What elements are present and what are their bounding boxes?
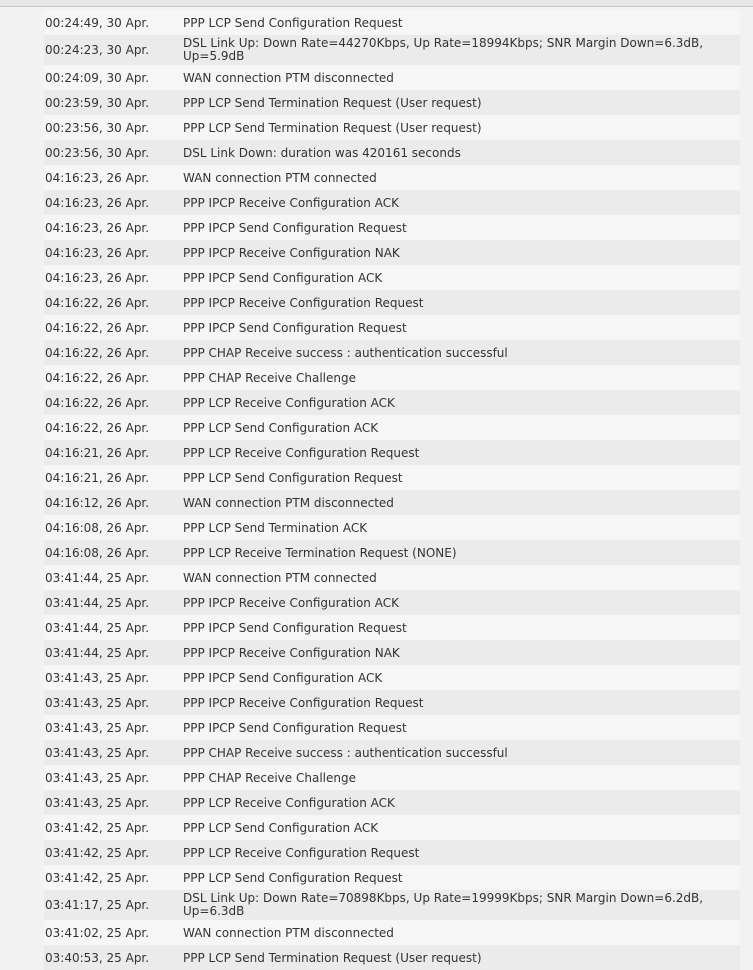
log-row — [44, 665, 740, 690]
log-row — [44, 765, 740, 790]
log-time: 03:41:02, 25 Apr. — [45, 925, 150, 940]
log-time: 00:24:09, 30 Apr. — [45, 70, 150, 85]
log-message: PPP CHAP Receive success : authentication successful — [183, 345, 508, 360]
log-message: PPP LCP Receive Configuration Request — [183, 845, 420, 860]
log-time: 03:41:17, 25 Apr. — [45, 898, 150, 912]
log-time: 03:41:44, 25 Apr. — [45, 570, 150, 585]
log-row — [44, 265, 740, 290]
log-message: PPP LCP Send Termination Request (User request) — [183, 950, 482, 965]
log-message: PPP LCP Send Termination Request (User request) — [183, 120, 482, 135]
log-row — [44, 10, 740, 35]
log-time: 04:16:22, 26 Apr. — [45, 345, 150, 360]
log-message: PPP IPCP Receive Configuration NAK — [183, 245, 400, 260]
log-row — [44, 740, 740, 765]
top-edge-bar — [0, 0, 753, 7]
log-time: 00:24:49, 30 Apr. — [45, 15, 150, 30]
log-message: PPP LCP Receive Configuration Request — [183, 445, 420, 460]
log-row — [44, 540, 740, 565]
log-row — [44, 890, 740, 920]
log-message: PPP IPCP Receive Configuration ACK — [183, 595, 399, 610]
log-row — [44, 945, 740, 970]
log-time: 04:16:22, 26 Apr. — [45, 320, 150, 335]
log-time: 00:23:56, 30 Apr. — [45, 145, 150, 160]
log-row — [44, 690, 740, 715]
log-row — [44, 240, 740, 265]
log-time: 04:16:08, 26 Apr. — [45, 545, 150, 560]
log-row — [44, 920, 740, 945]
log-message: PPP LCP Receive Configuration ACK — [183, 795, 395, 810]
log-time: 03:41:43, 25 Apr. — [45, 745, 150, 760]
log-time: 04:16:23, 26 Apr. — [45, 195, 150, 210]
log-time: 04:16:22, 26 Apr. — [45, 295, 150, 310]
log-row — [44, 140, 740, 165]
log-row — [44, 415, 740, 440]
log-message: PPP LCP Send Configuration ACK — [183, 420, 379, 435]
log-time: 03:41:44, 25 Apr. — [45, 645, 150, 660]
log-row — [44, 115, 740, 140]
log-time: 04:16:23, 26 Apr. — [45, 270, 150, 285]
log-row — [44, 465, 740, 490]
log-message: PPP IPCP Send Configuration Request — [183, 220, 407, 235]
log-time: 03:41:42, 25 Apr. — [45, 870, 150, 885]
log-row — [44, 65, 740, 90]
log-message: PPP IPCP Receive Configuration Request — [183, 695, 424, 710]
log-message: PPP IPCP Send Configuration Request — [183, 720, 407, 735]
log-row — [44, 565, 740, 590]
log-row — [44, 165, 740, 190]
log-row — [44, 590, 740, 615]
log-message: PPP IPCP Send Configuration ACK — [183, 670, 383, 685]
event-log-table — [44, 10, 740, 970]
log-row — [44, 215, 740, 240]
log-time: 03:41:43, 25 Apr. — [45, 695, 150, 710]
log-time: 04:16:08, 26 Apr. — [45, 520, 150, 535]
log-time: 04:16:22, 26 Apr. — [45, 420, 150, 435]
log-row — [44, 315, 740, 340]
log-time: 03:41:43, 25 Apr. — [45, 720, 150, 735]
log-message: PPP IPCP Send Configuration ACK — [183, 270, 383, 285]
log-row — [44, 790, 740, 815]
log-row — [44, 340, 740, 365]
log-message: PPP LCP Send Termination Request (User request) — [183, 95, 482, 110]
log-row — [44, 840, 740, 865]
log-row — [44, 615, 740, 640]
log-message: PPP CHAP Receive success : authentication successful — [183, 745, 508, 760]
log-message: WAN connection PTM disconnected — [183, 495, 394, 510]
log-message: PPP IPCP Send Configuration Request — [183, 620, 407, 635]
log-message: DSL Link Up: Down Rate=44270Kbps, Up Rate=18994Kbps; SNR Margin Down=6.3dB, Up=5.9dB — [183, 36, 704, 63]
log-row — [44, 865, 740, 890]
log-time: 04:16:22, 26 Apr. — [45, 395, 150, 410]
log-message: PPP LCP Send Configuration Request — [183, 870, 403, 885]
log-message: DSL Link Up: Down Rate=70898Kbps, Up Rate=19999Kbps; SNR Margin Down=6.2dB, Up=6.3dB — [183, 891, 704, 918]
log-message: WAN connection PTM connected — [183, 170, 377, 185]
log-time: 04:16:22, 26 Apr. — [45, 370, 150, 385]
log-message: PPP LCP Send Configuration Request — [183, 470, 403, 485]
log-time: 00:23:56, 30 Apr. — [45, 120, 150, 135]
log-row — [44, 365, 740, 390]
log-message: WAN connection PTM disconnected — [183, 925, 394, 940]
log-time: 04:16:21, 26 Apr. — [45, 445, 150, 460]
log-message: DSL Link Down: duration was 420161 seconds — [183, 145, 461, 160]
log-message: PPP LCP Send Termination ACK — [183, 520, 368, 535]
log-row — [44, 490, 740, 515]
log-row — [44, 390, 740, 415]
log-row — [44, 440, 740, 465]
log-row — [44, 190, 740, 215]
log-message: PPP LCP Receive Termination Request (NONE) — [183, 545, 457, 560]
log-row — [44, 640, 740, 665]
log-message: PPP CHAP Receive Challenge — [183, 370, 356, 385]
log-row — [44, 290, 740, 315]
log-message: WAN connection PTM disconnected — [183, 70, 394, 85]
log-time: 04:16:23, 26 Apr. — [45, 170, 150, 185]
log-row — [44, 715, 740, 740]
log-message: PPP LCP Receive Configuration ACK — [183, 395, 395, 410]
log-time: 03:41:42, 25 Apr. — [45, 820, 150, 835]
log-time: 04:16:12, 26 Apr. — [45, 495, 150, 510]
log-message: PPP IPCP Receive Configuration ACK — [183, 195, 399, 210]
log-time: 03:41:44, 25 Apr. — [45, 620, 150, 635]
log-message: WAN connection PTM connected — [183, 570, 377, 585]
log-message: PPP LCP Send Configuration Request — [183, 15, 403, 30]
log-time: 03:41:43, 25 Apr. — [45, 770, 150, 785]
log-message: PPP IPCP Send Configuration Request — [183, 320, 407, 335]
log-row — [44, 815, 740, 840]
log-time: 00:23:59, 30 Apr. — [45, 95, 150, 110]
log-row — [44, 90, 740, 115]
log-time: 03:41:43, 25 Apr. — [45, 795, 150, 810]
log-time: 04:16:21, 26 Apr. — [45, 470, 150, 485]
log-time: 04:16:23, 26 Apr. — [45, 245, 150, 260]
log-time: 03:41:44, 25 Apr. — [45, 595, 150, 610]
log-time: 03:40:53, 25 Apr. — [45, 950, 150, 965]
log-message: PPP LCP Send Configuration ACK — [183, 820, 379, 835]
log-time: 03:41:42, 25 Apr. — [45, 845, 150, 860]
log-time: 04:16:23, 26 Apr. — [45, 220, 150, 235]
log-time: 00:24:23, 30 Apr. — [45, 43, 150, 57]
log-row — [44, 35, 740, 65]
log-row — [44, 515, 740, 540]
log-message: PPP IPCP Receive Configuration NAK — [183, 645, 400, 660]
log-message: PPP CHAP Receive Challenge — [183, 770, 356, 785]
log-time: 03:41:43, 25 Apr. — [45, 670, 150, 685]
log-message: PPP IPCP Receive Configuration Request — [183, 295, 424, 310]
